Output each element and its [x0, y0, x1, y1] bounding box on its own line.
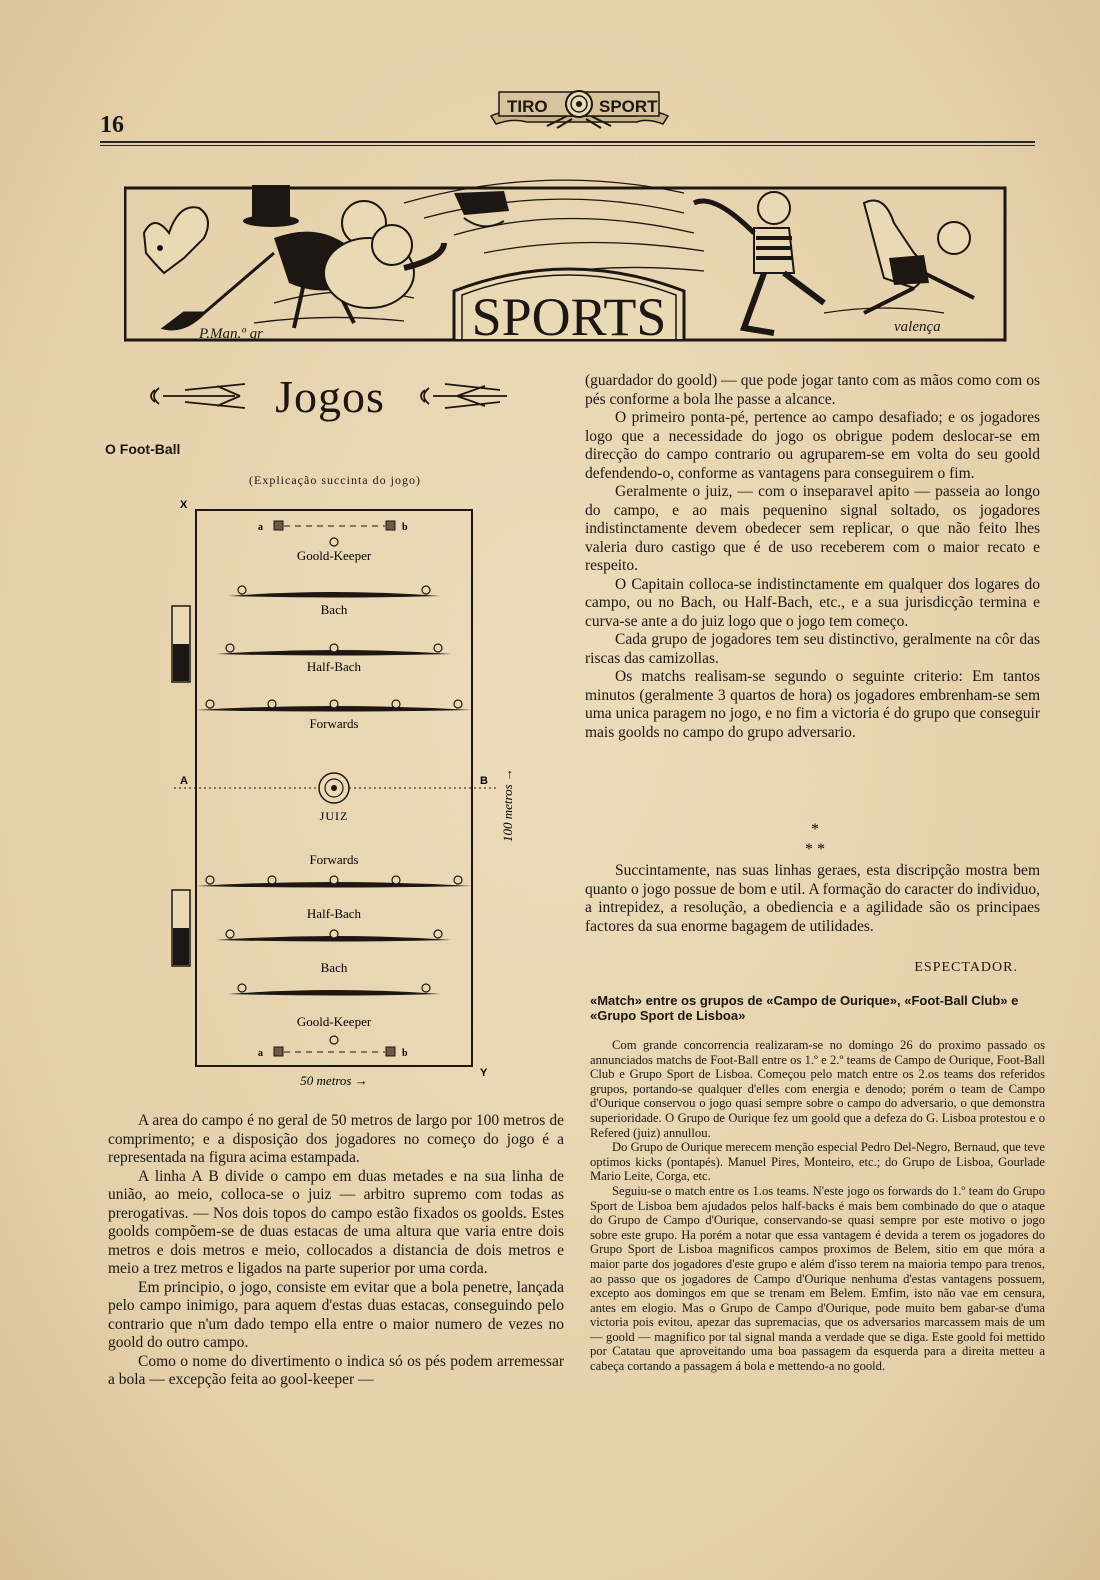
banner-title: SPORTS — [471, 287, 667, 347]
article-title: O Foot-Ball — [105, 441, 181, 457]
corner-label-y: Y — [480, 1067, 488, 1079]
player-marker — [330, 644, 338, 652]
player-marker — [330, 1036, 338, 1044]
goal-post-b — [386, 1047, 395, 1056]
masthead-logo — [487, 86, 672, 130]
position-label: Bach — [320, 602, 348, 617]
football-field-diagram — [160, 492, 570, 1098]
paragraph: O Capitain colloca-se indistinctamente em qualquer dos logares do campo, ou no Bach, ou Half-Bach, etc., e a sua jurisdicção termina e curva-se ante a do juiz logo que o jogo tem começo. — [585, 575, 1040, 630]
section-separator — [780, 822, 850, 858]
player-marker — [454, 700, 462, 708]
player-marker — [226, 644, 234, 652]
player-marker — [330, 700, 338, 708]
goal-post-a — [274, 1047, 283, 1056]
goal-height-gauge-fill — [173, 644, 189, 681]
player-marker — [238, 586, 246, 594]
paragraph: (guardador do goold) — que pode jogar tanto com as mãos como com os pés conforme a bola lhe passe a alcance. — [585, 372, 1040, 408]
paragraph: Cada grupo de jogadores tem seu distinctivo, geralmente na côr das riscas das camizollas. — [585, 631, 1040, 667]
right-column-text — [585, 372, 1040, 742]
player-kicking-figure — [694, 192, 824, 333]
match-report-heading: «Match» entre os grupos de «Campo de Ourique», «Foot-Ball Club» e «Grupo Sport de Lisboa» — [590, 993, 1019, 1023]
player-marker — [238, 984, 246, 992]
player-marker — [422, 586, 430, 594]
midline-label-b: B — [480, 775, 488, 787]
author-signature: ESPECTADOR. — [914, 960, 1018, 975]
section-title-ornament — [145, 368, 515, 428]
player-marker — [392, 700, 400, 708]
length-label: 100 metros → — [500, 768, 515, 842]
goal-label-b: b — [402, 1048, 408, 1059]
team-line — [228, 592, 440, 598]
position-label: Forwards — [309, 716, 359, 731]
left-column-text — [108, 1112, 564, 1390]
player-marker — [330, 876, 338, 884]
corner-label-x: X — [180, 499, 188, 511]
referee-emblem-center — [331, 785, 337, 791]
goal-height-gauge-fill — [173, 928, 189, 965]
goal-label-a: a — [258, 522, 263, 533]
position-label: Half-Bach — [306, 659, 362, 674]
position-label: Half-Bach — [306, 906, 362, 921]
separator-stars: * * — [805, 841, 825, 858]
position-label: Bach — [320, 960, 348, 975]
paragraph: A linha A B divide o campo em duas metades e na sua linha de união, ao meio, colloca-se o juiz — arbitro supremo com todas as prerogativas. — Nos dois topos do campo estão fixados os goolds. Estes goolds compõem-se de duas estacas de uma altura que varia entre dois metros e dois metros e meio, collocados a distancia de dois metros e meio a trez metros e ligados na parte superior por uma corda. — [108, 1167, 564, 1277]
paragraph: Do Grupo de Ourique merecem menção especial Pedro Del-Negro, Bernaud, que teve optimos kicks (pontapés). Manuel Pires, Monteiro, etc.; do Grupo de Lisboa, Gourlade Mario Leite, Corga, etc. — [590, 1140, 1045, 1184]
sports-banner-illustration — [124, 163, 1008, 359]
player-marker — [206, 876, 214, 884]
falling-player-figure — [864, 201, 974, 314]
paragraph: A area do campo é no geral de 50 metros de largo por 100 metros de comprimento; e a disposição dos jogadores no começo do jogo é a representada na figura acima estampada. — [108, 1112, 564, 1166]
position-label: Goold-Keeper — [296, 548, 372, 563]
player-marker — [226, 930, 234, 938]
banner-artist-left: P.Man.º gr — [199, 326, 263, 342]
paragraph: Os matchs realisam-se segundo o seguinte criterio: Em tantos minutos (geralmente 3 quartos de hora) os jogadores embrenham-se sem uma unica paragem no jogo, e no fim a victoria é do grupo que conseguir mais goolds no campo do grupo adversario. — [585, 668, 1040, 741]
player-marker — [330, 930, 338, 938]
player-marker — [206, 700, 214, 708]
width-label: 50 metros → — [300, 1073, 368, 1088]
svg-text:SPORT: SPORT — [599, 97, 658, 116]
goal-post-a — [274, 521, 283, 530]
player-marker — [268, 700, 276, 708]
paragraph: Com grande concorrencia realizaram-se no domingo 26 do proximo passado os annunciados matchs de Foot-Ball entre os 1.º e 2.º teams de Campo de Ourique, Foot-Ball Club e Grupo Sport de Lisboa. Começou pelo match entre os 2.os teams dos referidos grupos, portando-se qualquer d'elles com energia e denodo; porém o team de Campo d'Ourique conservou o jogo quasi sempre sobre o campo do adversario, o que demonstra superioridade. O Grupo de Ourique fez um goold que a defeza do G. Lisboa protestou e o Refered (juiz) annullou. — [590, 1038, 1045, 1140]
player-marker — [330, 538, 338, 546]
position-label: Goold-Keeper — [296, 1014, 372, 1029]
team-line — [228, 990, 440, 996]
paragraph: Geralmente o juiz, — com o inseparavel apito — passeia ao longo do campo, e ao mais pequenino signal soltado, os jogadores indistinctamente devem obedecer sem replicar, o que não feito lhes valeria duro castigo que é de uso receberem com o maior recato e respeito. — [585, 483, 1040, 574]
player-marker — [434, 644, 442, 652]
match-report-text — [590, 1038, 1045, 1374]
article-subtitle: (Explicação succinta do jogo) — [249, 473, 421, 487]
position-label: Forwards — [309, 852, 359, 867]
player-marker — [454, 876, 462, 884]
separator-star: * — [811, 822, 819, 838]
referee-label: JUIZ — [319, 809, 349, 823]
player-marker — [268, 876, 276, 884]
goal-label-a: a — [258, 1048, 263, 1059]
closing-paragraph: Succintamente, nas suas linhas geraes, esta discripção mostra bem quanto o jogo possue de bom e util. A formação do caracter do individuo, a intrepidez, a resolução, a obediencia e a agilidade são os principaes factores da sua enorme bagagem de utilidades. — [585, 862, 1040, 935]
header-rule — [100, 141, 1035, 143]
goal-label-b: b — [402, 522, 408, 533]
page-number: 16 — [100, 112, 124, 138]
paragraph: O primeiro ponta-pé, pertence ao campo desafiado; e os jogadores logo que a necessidade do jogo os obrigue podem deslocar-se em direcção do campo contrario ou agruparem-se em volta do seu goold defendendo-o, conforme as vantagens para conseguirem o fim. — [585, 409, 1040, 482]
section-title: Jogos — [275, 371, 385, 422]
player-marker — [434, 930, 442, 938]
midline-label-a: A — [180, 775, 188, 787]
paragraph: Como o nome do divertimento o indica só os pés podem arremessar a bola — excepção feita ao gool-keeper — — [108, 1352, 564, 1388]
player-marker — [392, 876, 400, 884]
banner-artist-right: valença — [894, 319, 941, 335]
dog-figure — [144, 207, 208, 273]
player-marker — [422, 984, 430, 992]
header-rule-thin — [100, 145, 1035, 146]
svg-text:TIRO: TIRO — [507, 97, 548, 116]
goal-post-b — [386, 521, 395, 530]
paragraph: Em principio, o jogo, consiste em evitar que a bola penetre, lançada pelo campo inimigo, para aquem d'estas duas estacas, conseguindo pelo contrario que n'um dado tempo ella entre o maior numero de vezes no goold do outro campo. — [108, 1278, 564, 1351]
paragraph: Seguiu-se o match entre os 1.os teams. N'este jogo os forwards do 1.º team do Grupo Sport de Lisboa bem ajudados pelos half-backs é mais bem combinado do que o ataque do Grupo de Campo d'Ourique, conservando-se quasi sempre por este motivo o jogo sobre este grupo. Ha porém a notar que essa vantagem é devida a terem os jogadores do Grupo Sport de Lisboa magnificos campos proximos de Belem, sitio em que móra a maior parte dos jogadores d'este grupo e além d'isso terem na maioria tempo para trenos, ao passo que os jogadores de Campo d'Ourique nenhuma d'estas vantagens possuem, excepto aos domingos em que se trenam em Belem. Emfim, isto não vae em censura, antes em elogio. Mas o Grupo de Campo d'Ourique, pode muito bem gabar-se d'uma victoria pois evitou, apezar das supremacias, que os adversarios marcassem mais de um — goold — magnifico por tal signal manda a verdade que se diga. Este goold foi mettido por Catatau que aproveitando uma boa passagem da esquerda para a direita metteu a cabeça cortando a passagem á bola e mettendo-a no goold. — [590, 1183, 1045, 1374]
